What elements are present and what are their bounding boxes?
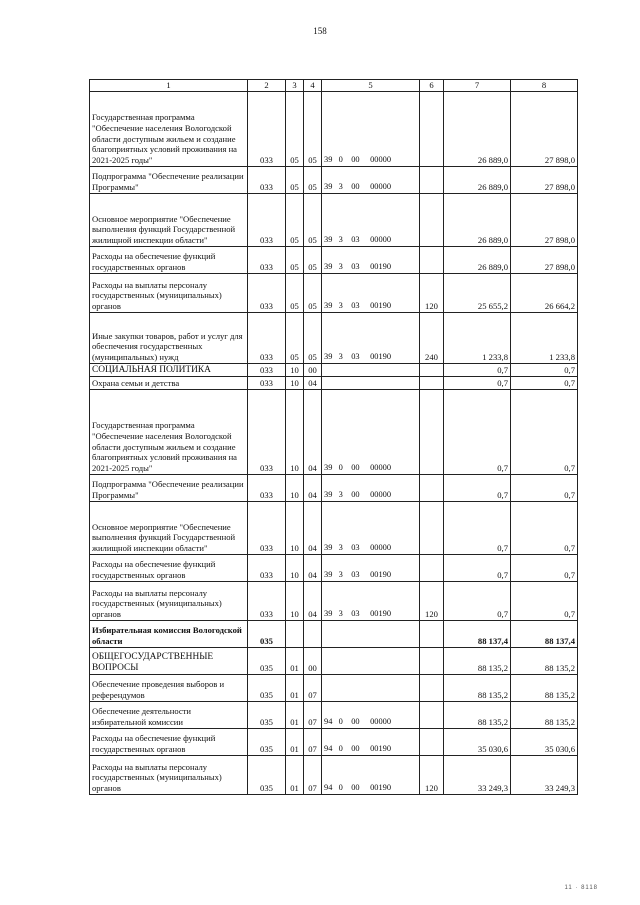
column-number: 7 [444,80,511,92]
amount-2022-cell: 26 889,0 [444,167,511,194]
subsection-code-cell: 05 [304,92,322,167]
target-article-cell: 39 0 00 00000 [322,390,420,475]
amount-2022-cell: 0,7 [444,555,511,582]
amount-2023-cell: 27 898,0 [511,92,578,167]
amount-2023-cell: 1 233,8 [511,313,578,364]
admin-code-cell: 033 [248,502,286,555]
amount-2022-cell: 88 135,2 [444,648,511,675]
section-code-cell: 05 [286,247,304,274]
admin-code-cell: 033 [248,390,286,475]
subsection-code-cell: 04 [304,390,322,475]
expense-type-cell [420,92,444,167]
table-row [90,702,578,729]
table-row [90,729,578,756]
admin-code-cell: 035 [248,702,286,729]
admin-code-cell: 033 [248,364,286,377]
section-code-cell: 01 [286,648,304,675]
amount-2023-cell: 0,7 [511,502,578,555]
row-name-cell: Расходы на выплаты персоналу государственных (муниципальных) органов [90,582,248,621]
admin-code-cell: 035 [248,729,286,756]
subsection-code-cell: 07 [304,702,322,729]
table-row [90,756,578,795]
table-row [90,247,578,274]
section-code-cell: 10 [286,475,304,502]
target-article-cell [322,364,420,377]
amount-2022-cell: 35 030,6 [444,729,511,756]
subsection-code-cell: 04 [304,377,322,390]
section-code-cell: 05 [286,92,304,167]
row-name-cell: Основное мероприятие "Обеспечение выполнения функций Государственной жилищной инспекции области" [90,194,248,247]
target-article-cell: 39 3 03 00000 [322,502,420,555]
row-name-cell: Обеспечение деятельности избирательной комиссии [90,702,248,729]
amount-2022-cell: 25 655,2 [444,274,511,313]
expense-type-cell: 120 [420,274,444,313]
table-row [90,582,578,621]
section-code-cell [286,621,304,648]
table-row [90,648,578,675]
target-article-cell [322,621,420,648]
target-article-cell: 39 3 03 00190 [322,274,420,313]
row-name-cell: Расходы на обеспечение функций государственных органов [90,247,248,274]
admin-code-cell: 033 [248,313,286,364]
expense-type-cell [420,377,444,390]
amount-2022-cell: 0,7 [444,390,511,475]
admin-code-cell: 033 [248,377,286,390]
subsection-code-cell: 04 [304,502,322,555]
subsection-code-cell: 05 [304,247,322,274]
table-row [90,167,578,194]
admin-code-cell: 033 [248,167,286,194]
section-code-cell: 05 [286,313,304,364]
amount-2022-cell: 88 135,2 [444,702,511,729]
table-row [90,502,578,555]
subsection-code-cell: 07 [304,756,322,795]
admin-code-cell: 033 [248,582,286,621]
section-code-cell: 10 [286,377,304,390]
amount-2023-cell: 27 898,0 [511,167,578,194]
admin-code-cell: 035 [248,675,286,702]
amount-2023-cell: 27 898,0 [511,247,578,274]
budget-table [89,79,578,795]
section-code-cell: 05 [286,194,304,247]
expense-type-cell: 120 [420,756,444,795]
column-number: 5 [322,80,420,92]
expense-type-cell [420,247,444,274]
target-article-cell: 39 3 03 00000 [322,194,420,247]
target-article-cell: 39 3 00 00000 [322,475,420,502]
subsection-code-cell [304,621,322,648]
expense-type-cell [420,167,444,194]
column-number: 2 [248,80,286,92]
amount-2023-cell: 0,7 [511,555,578,582]
table-row [90,274,578,313]
target-article-cell: 94 0 00 00190 [322,729,420,756]
expense-type-cell [420,364,444,377]
page-number: 158 [313,26,327,36]
amount-2022-cell: 26 889,0 [444,194,511,247]
section-code-cell: 10 [286,364,304,377]
expense-type-cell [420,390,444,475]
table-row [90,377,578,390]
section-code-cell: 05 [286,274,304,313]
target-article-cell: 39 3 03 00190 [322,247,420,274]
target-article-cell: 94 0 00 00000 [322,702,420,729]
column-number: 1 [90,80,248,92]
row-name-cell: Обеспечение проведения выборов и референдумов [90,675,248,702]
amount-2022-cell: 0,7 [444,582,511,621]
admin-code-cell: 033 [248,247,286,274]
admin-code-cell: 033 [248,274,286,313]
table-row [90,675,578,702]
amount-2023-cell: 35 030,6 [511,729,578,756]
expense-type-cell [420,502,444,555]
row-name-cell: Иные закупки товаров, работ и услуг для обеспечения государственных (муниципальных) нужд [90,313,248,364]
target-article-cell: 39 3 03 00190 [322,555,420,582]
table-row [90,313,578,364]
row-name-cell: Основное мероприятие "Обеспечение выполнения функций Государственной жилищной инспекции области" [90,502,248,555]
row-name-cell: Подпрограмма "Обеспечение реализации Программы" [90,167,248,194]
row-name-cell: Государственная программа "Обеспечение населения Вологодской области доступным жильем и создание благоприятных условий проживания на 2021-2025 годы" [90,92,248,167]
section-code-cell: 10 [286,582,304,621]
section-code-cell: 01 [286,756,304,795]
column-number: 3 [286,80,304,92]
table-row [90,390,578,475]
table-row [90,194,578,247]
section-code-cell: 01 [286,729,304,756]
section-code-cell: 10 [286,555,304,582]
column-number: 6 [420,80,444,92]
footer-mark: 11 · 8118 [564,885,598,891]
expense-type-cell [420,648,444,675]
row-name-cell: Избирательная комиссия Вологодской области [90,621,248,648]
amount-2022-cell: 88 137,4 [444,621,511,648]
row-name-cell: СОЦИАЛЬНАЯ ПОЛИТИКА [90,364,248,377]
subsection-code-cell: 07 [304,675,322,702]
amount-2023-cell: 88 135,2 [511,675,578,702]
table-header-row [90,80,578,92]
expense-type-cell [420,621,444,648]
target-article-cell: 39 3 03 00190 [322,313,420,364]
amount-2022-cell: 0,7 [444,364,511,377]
admin-code-cell: 033 [248,555,286,582]
row-name-cell: Подпрограмма "Обеспечение реализации Программы" [90,475,248,502]
amount-2023-cell: 88 135,2 [511,648,578,675]
admin-code-cell: 033 [248,475,286,502]
amount-2023-cell: 0,7 [511,390,578,475]
row-name-cell: Государственная программа "Обеспечение населения Вологодской области доступным жильем и создание благоприятных условий проживания на 2021-2025 годы" [90,390,248,475]
table-row [90,364,578,377]
column-number: 4 [304,80,322,92]
target-article-cell: 94 0 00 00190 [322,756,420,795]
subsection-code-cell: 05 [304,274,322,313]
subsection-code-cell: 07 [304,729,322,756]
row-name-cell: Расходы на выплаты персоналу государственных (муниципальных) органов [90,274,248,313]
target-article-cell: 39 3 00 00000 [322,167,420,194]
subsection-code-cell: 00 [304,364,322,377]
amount-2022-cell: 0,7 [444,475,511,502]
section-code-cell: 01 [286,702,304,729]
amount-2022-cell: 0,7 [444,502,511,555]
section-code-cell: 01 [286,675,304,702]
row-name-cell: Расходы на обеспечение функций государственных органов [90,555,248,582]
table-row [90,92,578,167]
admin-code-cell: 035 [248,756,286,795]
subsection-code-cell: 04 [304,582,322,621]
section-code-cell: 10 [286,502,304,555]
table-row [90,555,578,582]
admin-code-cell: 033 [248,194,286,247]
subsection-code-cell: 05 [304,194,322,247]
amount-2022-cell: 33 249,3 [444,756,511,795]
section-code-cell: 10 [286,390,304,475]
row-name-cell: Расходы на обеспечение функций государственных органов [90,729,248,756]
expense-type-cell [420,702,444,729]
amount-2023-cell: 88 137,4 [511,621,578,648]
admin-code-cell: 035 [248,621,286,648]
subsection-code-cell: 04 [304,555,322,582]
amount-2022-cell: 1 233,8 [444,313,511,364]
subsection-code-cell: 04 [304,475,322,502]
row-name-cell: Расходы на выплаты персоналу государственных (муниципальных) органов [90,756,248,795]
subsection-code-cell: 05 [304,167,322,194]
amount-2023-cell: 0,7 [511,475,578,502]
amount-2022-cell: 26 889,0 [444,247,511,274]
column-number: 8 [511,80,578,92]
amount-2023-cell: 0,7 [511,377,578,390]
amount-2023-cell: 33 249,3 [511,756,578,795]
expense-type-cell: 240 [420,313,444,364]
row-name-cell: Охрана семьи и детства [90,377,248,390]
amount-2023-cell: 0,7 [511,364,578,377]
amount-2023-cell: 88 135,2 [511,702,578,729]
expense-type-cell [420,475,444,502]
row-name-cell: ОБЩЕГОСУДАРСТВЕННЫЕ ВОПРОСЫ [90,648,248,675]
target-article-cell [322,648,420,675]
amount-2022-cell: 0,7 [444,377,511,390]
expense-type-cell [420,729,444,756]
subsection-code-cell: 05 [304,313,322,364]
amount-2023-cell: 27 898,0 [511,194,578,247]
amount-2022-cell: 26 889,0 [444,92,511,167]
admin-code-cell: 035 [248,648,286,675]
expense-type-cell [420,675,444,702]
section-code-cell: 05 [286,167,304,194]
admin-code-cell: 033 [248,92,286,167]
table-row [90,621,578,648]
subsection-code-cell: 00 [304,648,322,675]
amount-2023-cell: 0,7 [511,582,578,621]
amount-2022-cell: 88 135,2 [444,675,511,702]
target-article-cell: 39 0 00 00000 [322,92,420,167]
target-article-cell [322,377,420,390]
expense-type-cell: 120 [420,582,444,621]
amount-2023-cell: 26 664,2 [511,274,578,313]
expense-type-cell [420,194,444,247]
target-article-cell: 39 3 03 00190 [322,582,420,621]
target-article-cell [322,675,420,702]
expense-type-cell [420,555,444,582]
table-row [90,475,578,502]
